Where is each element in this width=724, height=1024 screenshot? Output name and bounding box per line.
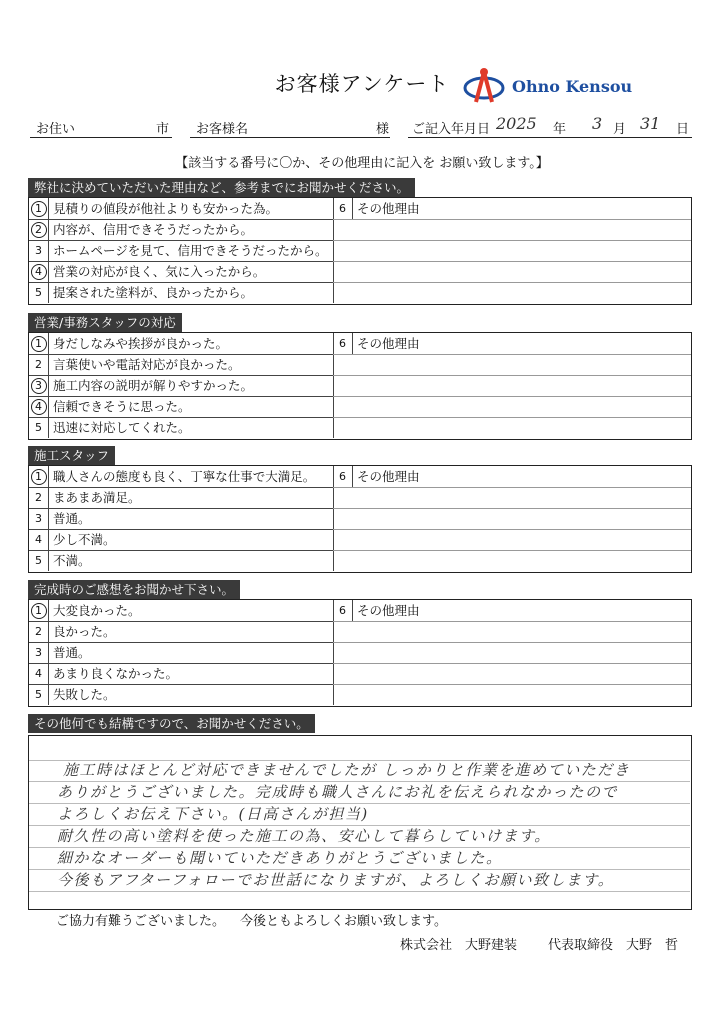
choice-row [29,642,333,664]
choice-number-text: 3 [31,378,47,394]
choice-row [29,354,333,376]
choice-text: まあまあ満足。 [53,490,141,505]
other-reason-line [333,621,691,643]
choice-text: 提案された塗料が、良かったから。 [53,285,254,300]
choice-number [29,529,49,550]
comment-line: 耐久性の高い塗料を使った施工の為、安心して暮らしていけます。 [57,827,551,845]
choice-row [29,684,333,705]
choice-text: 内容が、信用できそうだったから。 [53,222,254,237]
choice-number [29,642,49,663]
choice-text: 言葉使いや電話対応が良かった。 [53,357,241,372]
choice-row [29,487,333,509]
other-number: 6 [333,198,353,219]
section-box [28,197,692,305]
choice-row [29,219,333,241]
page-title: お客様アンケート [274,72,450,96]
other-reason-label: その他理由 [357,336,420,351]
address-underline [30,137,172,138]
choice-text: あまり良くなかった。 [53,666,179,681]
section-title: 弊社に決めていただいた理由など、参考までにお聞かせください。 [28,178,415,197]
company-logo [462,66,672,106]
choice-number-text: 4 [31,399,47,415]
choice-number [29,487,49,508]
circled-choice-number [29,396,49,417]
customer-name-label: お客様名 [196,122,249,137]
date-label: ご記入年月日 [412,122,491,137]
choice-row [29,466,333,488]
comment-line: 細かなオーダーも聞いていただきありがとうございました。 [57,849,503,867]
other-number: 6 [333,466,353,487]
choice-number [29,550,49,571]
choice-text: 信頼できそうに思った。 [53,399,191,414]
choice-number [29,684,49,705]
choice-number-text: 1 [31,336,47,352]
choice-number [29,621,49,642]
choice-text: 良かった。 [53,624,116,639]
choice-text: 身だしなみや挨拶が良かった。 [53,336,229,351]
choice-number [29,354,49,375]
section-title: 施工スタッフ [28,446,115,465]
section-box [28,599,692,707]
section-title: 完成時のご感想をお聞かせ下さい。 [28,580,240,599]
choice-text: 不満。 [53,553,91,568]
choice-row [29,261,333,283]
choice-row [29,375,333,397]
free-comment-box [28,735,692,910]
other-reason-line [333,600,691,622]
other-reason-line [333,282,691,303]
choice-number-text: 1 [31,469,47,485]
choice-number-text: 4 [35,533,42,546]
choice-row [29,600,333,622]
logo-text: Ohno Kensou [512,77,633,96]
other-reason-line [333,417,691,438]
year-label: 年 [553,122,567,137]
other-reason-line [333,354,691,376]
other-reason-line [333,663,691,685]
choice-number-text: 3 [35,512,42,525]
choice-number [29,417,49,438]
choice-number [29,282,49,303]
choice-number-text: 2 [35,491,42,504]
choice-number-text: 2 [31,222,47,238]
choice-text: 普通。 [53,645,91,660]
circled-choice-number [29,466,49,487]
other-reason-line [333,550,691,571]
comment-line: 施工時はほとんど対応できませんでしたが しっかりと作業を進めていただき [63,761,631,779]
other-reason-line [333,466,691,488]
choice-text: 施工内容の説明が解りやすかった。 [53,378,254,393]
other-reason-line [333,642,691,664]
other-reason-line [333,240,691,262]
choice-number-text: 5 [35,421,42,434]
choice-row [29,333,333,355]
sama-label: 様 [376,122,390,137]
choice-text: 普通。 [53,511,91,526]
section-box [28,332,692,440]
circled-choice-number [29,600,49,621]
choice-number-text: 1 [31,201,47,217]
choice-row [29,508,333,530]
choice-number-text: 3 [35,244,42,257]
section-box [28,465,692,573]
choice-row [29,240,333,262]
comment-line: よろしくお伝え下さい。(日高さんが担当) [57,805,369,823]
day-value: 31 [640,114,661,133]
month-value: 3 [592,114,603,133]
choice-text: 少し不満。 [53,532,116,547]
circled-choice-number [29,198,49,219]
other-reason-line [333,396,691,418]
choice-number-text: 5 [35,688,42,701]
other-reason-label: その他理由 [357,603,420,618]
choice-number [29,663,49,684]
choice-text: 失敗した。 [53,687,116,702]
other-number: 6 [333,333,353,354]
choice-row [29,663,333,685]
circled-choice-number [29,219,49,240]
other-reason-line [333,261,691,283]
other-reason-line [333,333,691,355]
name-underline [190,137,390,138]
choice-text: 見積りの値段が他社よりも安かった為。 [53,201,279,216]
other-reason-line [333,529,691,551]
choice-row [29,550,333,571]
choice-number-text: 5 [35,554,42,567]
choice-row [29,396,333,418]
other-reason-line [333,375,691,397]
choice-number-text: 5 [35,286,42,299]
free-section-title: その他何でも結構ですので、お聞かせください。 [28,714,315,733]
city-label: 市 [156,122,170,137]
logo-mark-icon [462,66,506,106]
month-label: 月 [613,122,627,137]
other-number: 6 [333,600,353,621]
section-title: 営業/事務スタッフの対応 [28,313,182,332]
other-reason-line [333,487,691,509]
choice-text: 営業の対応が良く、気に入ったから。 [53,264,266,279]
choice-number-text: 4 [31,264,47,280]
regards-text: 今後ともよろしくお願い致します。 [240,914,447,929]
choice-text: ホームページを見て、信用できそうだったから。 [53,243,328,258]
day-label: 日 [676,122,690,137]
date-underline [408,137,692,138]
representative-name: 代表取締役 大野 哲 [548,938,679,953]
year-value: 2025 [496,114,537,133]
other-reason-line [333,198,691,220]
company-name: 株式会社 大野建装 [400,938,518,953]
choice-number-text: 1 [31,603,47,619]
other-reason-line [333,508,691,530]
address-label: お住い [36,122,76,137]
choice-row [29,417,333,438]
circled-choice-number [29,375,49,396]
choice-text: 職人さんの態度も良く、丁寧な仕事で大満足。 [53,469,316,484]
choice-text: 迅速に対応してくれた。 [53,420,191,435]
other-reason-line [333,684,691,705]
comment-line: ありがとうございました。完成時も職人さんにお礼を伝えられなかったので [57,783,619,801]
choice-row [29,282,333,303]
choice-number-text: 2 [35,358,42,371]
choice-number-text: 4 [35,667,42,680]
choice-number [29,240,49,261]
other-reason-line [333,219,691,241]
choice-row [29,198,333,220]
circled-choice-number [29,261,49,282]
other-reason-label: その他理由 [357,469,420,484]
choice-number [29,508,49,529]
instruction-text: 【該当する番号に〇か、その他理由に記入を お願い致します。】 [175,156,549,171]
comment-line: 今後もアフターフォローでお世話になりますが、よろしくお願い致します。 [57,871,615,889]
choice-text: 大変良かった。 [53,603,141,618]
choice-number-text: 3 [35,646,42,659]
circled-choice-number [29,333,49,354]
choice-row [29,621,333,643]
thanks-text: ご協力有難うございました。 [56,914,226,929]
choice-number-text: 2 [35,625,42,638]
choice-row [29,529,333,551]
other-reason-label: その他理由 [357,201,420,216]
